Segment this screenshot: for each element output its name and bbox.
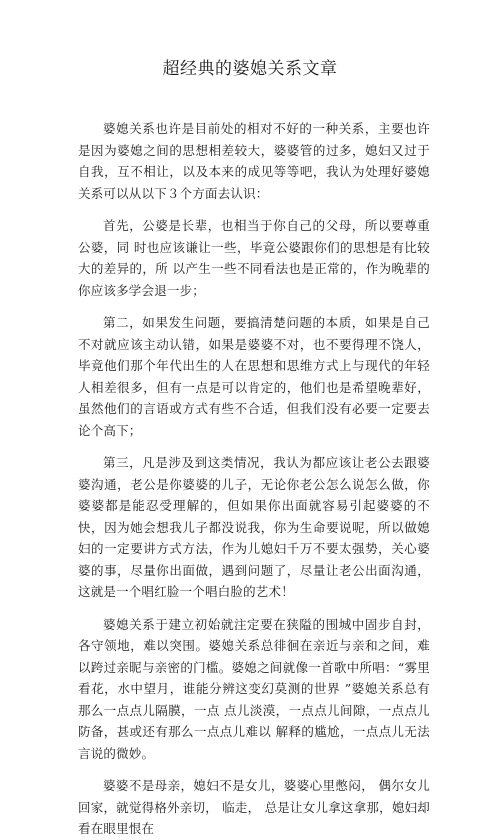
paragraph-intro: 婆媳关系也许是目前处的相对不好的一种关系，主要也许是因为婆媳之间的思想相差较大，婆婆管的过多，媳妇又过于自我，互不相让，以及本来的成见等等吧，我认为处理好婆媳关系可以从以下３个方面去认识： — [78, 121, 430, 201]
paragraph-relationship: 婆媳关系于建立初始就注定要在狭隘的围城中固步自封，各守领地，难以突围。婆媳关系总徘徊在亲近与亲和之间，难以跨过亲昵与亲密的门槛。婆媳之间就像一首歌中所唱：“雾里看花，水中望月，谁能分辨这变幻莫测的世界 ”婆媳关系总有那么一点点儿隔膜，一点 点儿淡漠，一点点儿间隙，一点点儿防备，甚或还有那么一点点儿难以 解释的尴尬，一点点儿无法言说的微妙。 — [78, 616, 430, 761]
document-title: 超经典的婆媳关系文章 — [162, 59, 338, 79]
paragraph-mother-daughter: 婆婆不是母亲，媳妇不是女儿，婆婆心里憋闷， 偶尔女儿回家，就觉得格外亲切， 临走， 总是让女儿拿这拿那，媳妇却看在眼里恨在 — [78, 778, 430, 836]
paragraph-first-point: 首先，公婆是长辈，也相当于你自己的父母，所以要尊重公婆，同 时也应该谦让一些，毕竟公婆跟你们的思想是有比较大的差异的，所 以产生一些不同看法也是正常的，作为晚辈的你应该多学会退一步； — [78, 218, 430, 298]
paragraph-second-point: 第二，如果发生问题，要搞清楚问题的本质，如果是自己不对就应该主动认错，如果是婆婆不对，也不要得理不饶人，毕竟他们那个年代出生的人在思想和思维方式上与现代的年轻人相差很多，但有一点是可以肯定的，他们也是希望晚辈好，虽然他们的言语或方式有些不合适，但我们没有必要一定要去论个高下； — [78, 315, 430, 438]
paragraph-third-point: 第三，凡是涉及到这类情况，我认为都应该让老公去跟婆婆沟通，老公是你婆婆的儿子，无论你老公怎么说怎么做，你婆婆都是能忍受理解的，但如果你出面就容易引起婆婆的不快，因为她会想我儿子都没说我，你为生命要说呢，所以做媳妇的一定要讲方式方法，作为儿媳妇千万不要太强势，关心婆婆的事，尽量你出面做，遇到问题了，尽量让老公出面沟通，这就是一个唱红脸一个唱白脸的艺术！ — [78, 455, 430, 599]
document-body — [78, 118, 430, 840]
